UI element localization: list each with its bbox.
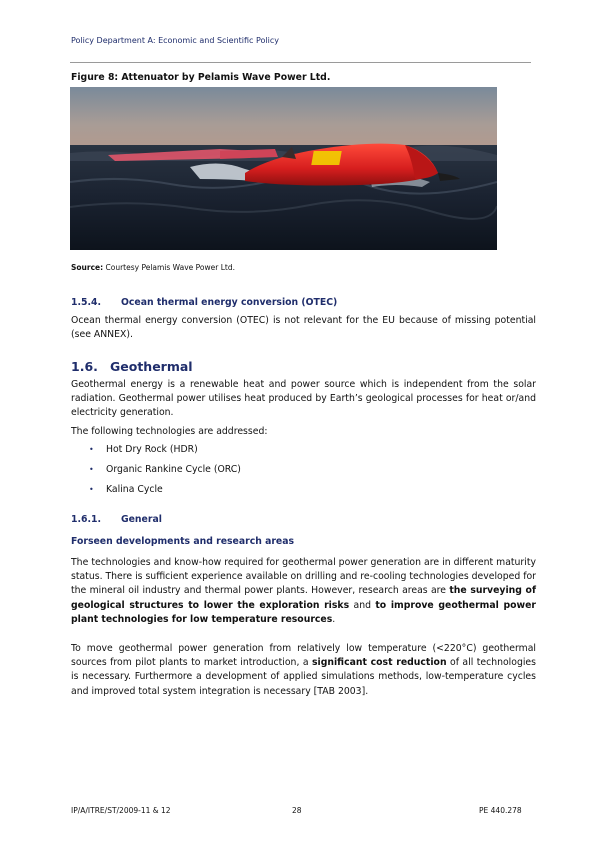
list-item-label: Kalina Cycle <box>106 484 163 495</box>
header-divider <box>70 62 531 63</box>
list-item-label: Organic Rankine Cycle (ORC) <box>106 464 241 475</box>
section-title: General <box>121 514 162 525</box>
section-heading-general <box>71 514 162 525</box>
section-title: Geothermal <box>110 359 193 374</box>
bold-text-run: to improve geothermal power plant technologies for low temperature resources <box>71 599 536 625</box>
figure-photo <box>70 87 497 250</box>
section-number: 1.6.1. <box>71 514 102 525</box>
footer-page-number: 28 <box>292 806 302 815</box>
paragraph-research-areas <box>71 556 536 627</box>
section-number: 1.6. <box>71 359 98 374</box>
bullet-icon: • <box>89 465 94 474</box>
bullet-icon: • <box>89 485 94 494</box>
paragraph-geothermal-intro: Geothermal energy is a renewable heat and power source which is independent from the solar radiation. Geothermal power utilises heat produced by Earth’s geological processes for heat or/and electricity generation. <box>71 379 536 419</box>
text-run: . <box>332 613 336 625</box>
text-run: The technologies and know-how required for geothermal power generation are in different maturity status. There is sufficient experience available on drilling and re-cooling technologies developed for the mineral oil industry and thermal power plants. However, research areas are <box>71 557 536 597</box>
list-item <box>89 483 241 503</box>
wave-energy-photo <box>70 87 497 250</box>
text-run: of all technologies is necessary. Furthermore a development of applied simulations methods, low-temperature cycles and improved total system integration is necessary [TAB 2003]. <box>71 657 536 697</box>
source-text: Courtesy Pelamis Wave Power Ltd. <box>103 263 235 272</box>
text-run: and <box>349 599 376 611</box>
footer-document-id: IP/A/ITRE/ST/2009-11 & 12 <box>71 806 171 815</box>
section-heading-geothermal <box>71 359 193 374</box>
figure-title: Figure 8: Attenuator by Pelamis Wave Power Ltd. <box>71 72 331 83</box>
figure-source <box>71 263 235 272</box>
list-item <box>89 463 241 483</box>
text-run: To move geothermal power generation from relatively low temperature (<220°C) geothermal sources from pilot plants to market introduction, a <box>71 643 536 669</box>
section-number: 1.5.4. <box>71 297 102 308</box>
paragraph-list-intro: The following technologies are addressed: <box>71 426 268 437</box>
paragraph-otec: Ocean thermal energy conversion (OTEC) is not relevant for the EU because of missing potential (see ANNEX). <box>71 315 536 341</box>
running-header: Policy Department A: Economic and Scientific Policy <box>71 36 279 45</box>
section-heading-otec <box>71 297 337 308</box>
subheading-developments: Forseen developments and research areas <box>71 536 295 547</box>
list-item-label: Hot Dry Rock (HDR) <box>106 444 198 455</box>
bold-text-run: the surveying of geological structures to lower the exploration risks <box>71 585 536 611</box>
bullet-icon: • <box>89 445 94 454</box>
footer-reference: PE 440.278 <box>479 806 522 815</box>
bold-text-run: significant cost reduction <box>312 657 447 669</box>
paragraph-cost-reduction <box>71 642 536 699</box>
source-label: Source: <box>71 263 104 272</box>
section-title: Ocean thermal energy conversion (OTEC) <box>121 297 338 308</box>
technology-list <box>89 443 241 503</box>
list-item <box>89 443 241 463</box>
